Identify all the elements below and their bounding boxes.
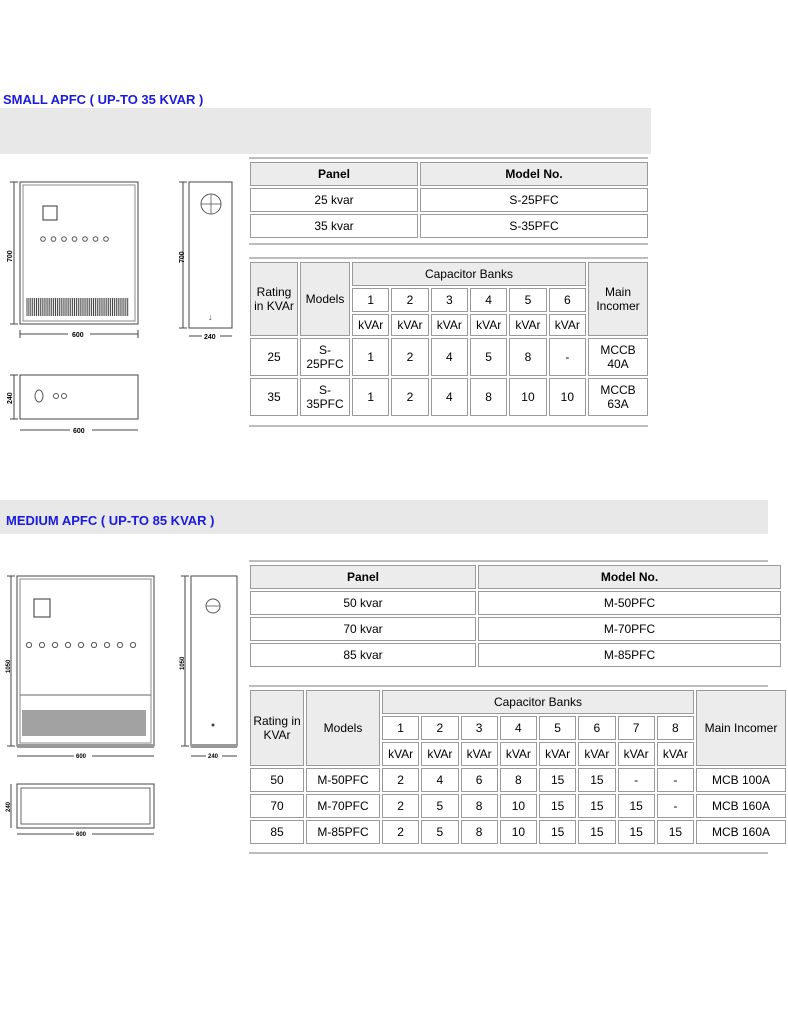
panel-header: Panel xyxy=(250,162,418,186)
bank-value-cell: 4 xyxy=(421,768,458,792)
bank-number-cell: 4 xyxy=(500,716,537,740)
model-cell: M-85PFC xyxy=(478,643,781,667)
table-row xyxy=(250,820,786,844)
table-row xyxy=(250,643,781,667)
table-row xyxy=(250,768,786,792)
small-side-height-label: 700 xyxy=(179,251,186,263)
model-cell: S-35PFC xyxy=(420,214,648,238)
bank-value-cell: - xyxy=(657,768,694,792)
bank-value-cell: - xyxy=(657,794,694,818)
bank-value-cell: 5 xyxy=(421,820,458,844)
small-top-depth-label: 240 xyxy=(7,392,14,404)
bank-value-cell: 2 xyxy=(391,338,428,376)
svg-text:↓: ↓ xyxy=(208,312,213,322)
medium-model-table xyxy=(248,563,783,669)
bank-unit-cell: kVAr xyxy=(509,314,546,336)
bank-value-cell: 10 xyxy=(500,820,537,844)
small-header-band xyxy=(0,108,651,154)
bank-unit-cell: kVAr xyxy=(539,742,576,766)
medium-front-width-label: 600 xyxy=(76,754,87,760)
incomer-cell: MCCB 40A xyxy=(588,338,648,376)
panel-cell: 70 kvar xyxy=(250,617,476,641)
table-row xyxy=(250,591,781,615)
table-row xyxy=(250,214,648,238)
table-row xyxy=(250,617,781,641)
model-cell: M-70PFC xyxy=(306,794,380,818)
bank-unit-cell: kVAr xyxy=(578,742,615,766)
bank-number-cell: 8 xyxy=(657,716,694,740)
panel-cell: 25 kvar xyxy=(250,188,418,212)
bank-number-cell: 3 xyxy=(431,288,468,312)
bank-number-cell: 1 xyxy=(382,716,419,740)
bank-unit-cell: kVAr xyxy=(391,314,428,336)
bank-value-cell: 15 xyxy=(539,820,576,844)
rating-cell: 25 xyxy=(250,338,298,376)
medium-apfc-title: MEDIUM APFC ( UP-TO 85 KVAR ) xyxy=(6,513,215,528)
small-side-width-label: 240 xyxy=(204,334,216,341)
bank-value-cell: 1 xyxy=(352,378,389,416)
small-panel-drawing xyxy=(0,170,250,440)
model-cell: M-85PFC xyxy=(306,820,380,844)
bank-value-cell: 15 xyxy=(578,820,615,844)
rating-header: Rating in KVAr xyxy=(250,690,304,766)
medium-panel-drawing xyxy=(0,568,250,828)
bank-value-cell: 10 xyxy=(509,378,546,416)
small-spec-table xyxy=(248,260,650,418)
medium-side-width-label: 240 xyxy=(208,754,219,760)
bank-number-cell: 6 xyxy=(549,288,586,312)
bank-unit-cell: kVAr xyxy=(461,742,498,766)
model-cell: S-25PFC xyxy=(300,338,350,376)
table-row xyxy=(250,794,786,818)
bank-value-cell: 5 xyxy=(421,794,458,818)
model-cell: M-70PFC xyxy=(478,617,781,641)
model-cell: S-25PFC xyxy=(420,188,648,212)
bank-value-cell: 15 xyxy=(657,820,694,844)
rating-header: Rating in KVAr xyxy=(250,262,298,336)
main-incomer-header: Main Incomer xyxy=(696,690,786,766)
table-row xyxy=(250,188,648,212)
bank-value-cell: 2 xyxy=(382,794,419,818)
models-header: Models xyxy=(300,262,350,336)
model-cell: S-35PFC xyxy=(300,378,350,416)
incomer-cell: MCB 160A xyxy=(696,794,786,818)
medium-spec-table xyxy=(248,688,788,846)
table-row xyxy=(250,338,648,376)
bank-unit-cell: kVAr xyxy=(431,314,468,336)
bank-value-cell: 15 xyxy=(539,768,576,792)
bank-unit-cell: kVAr xyxy=(470,314,507,336)
bank-value-cell: 8 xyxy=(500,768,537,792)
bank-unit-cell: kVAr xyxy=(500,742,537,766)
bank-value-cell: 4 xyxy=(431,378,468,416)
bank-number-cell: 4 xyxy=(470,288,507,312)
panel-cell: 50 kvar xyxy=(250,591,476,615)
bank-number-cell: 5 xyxy=(509,288,546,312)
rating-cell: 85 xyxy=(250,820,304,844)
bank-unit-cell: kVAr xyxy=(549,314,586,336)
bank-value-cell: 1 xyxy=(352,338,389,376)
bank-value-cell: 8 xyxy=(509,338,546,376)
bank-value-cell: 8 xyxy=(461,820,498,844)
bank-number-cell: 1 xyxy=(352,288,389,312)
bank-value-cell: 8 xyxy=(461,794,498,818)
table-row xyxy=(250,378,648,416)
models-header: Models xyxy=(306,690,380,766)
bank-value-cell: 4 xyxy=(431,338,468,376)
small-model-table xyxy=(248,160,650,240)
panel-header: Panel xyxy=(250,565,476,589)
bank-value-cell: 6 xyxy=(461,768,498,792)
rating-cell: 70 xyxy=(250,794,304,818)
capacitor-banks-header: Capacitor Banks xyxy=(382,690,694,714)
bank-value-cell: 2 xyxy=(382,820,419,844)
bank-value-cell: - xyxy=(549,338,586,376)
model-header: Model No. xyxy=(478,565,781,589)
rating-cell: 35 xyxy=(250,378,298,416)
medium-top-depth-label: 240 xyxy=(6,801,12,812)
incomer-cell: MCCB 63A xyxy=(588,378,648,416)
bank-value-cell: 10 xyxy=(500,794,537,818)
bank-number-cell: 2 xyxy=(421,716,458,740)
bank-value-cell: 10 xyxy=(549,378,586,416)
bank-unit-cell: kVAr xyxy=(618,742,655,766)
small-front-height-label: 700 xyxy=(7,250,14,262)
bank-value-cell: 5 xyxy=(470,338,507,376)
incomer-cell: MCB 100A xyxy=(696,768,786,792)
bank-value-cell: 15 xyxy=(539,794,576,818)
bank-unit-cell: kVAr xyxy=(657,742,694,766)
model-header: Model No. xyxy=(420,162,648,186)
bank-unit-cell: kVAr xyxy=(421,742,458,766)
capacitor-banks-header: Capacitor Banks xyxy=(352,262,586,286)
model-cell: M-50PFC xyxy=(306,768,380,792)
incomer-cell: MCB 160A xyxy=(696,820,786,844)
bank-value-cell: 15 xyxy=(618,820,655,844)
medium-top-dimension xyxy=(0,828,160,844)
bank-value-cell: 8 xyxy=(470,378,507,416)
bank-unit-cell: kVAr xyxy=(352,314,389,336)
medium-side-height-label: 1050 xyxy=(180,656,186,670)
medium-top-width-label: 600 xyxy=(76,832,87,838)
small-front-width-label: 600 xyxy=(72,332,84,339)
small-top-width-label: 600 xyxy=(73,428,85,435)
bank-number-cell: 2 xyxy=(391,288,428,312)
panel-cell: 35 kvar xyxy=(250,214,418,238)
bank-unit-cell: kVAr xyxy=(382,742,419,766)
bank-number-cell: 5 xyxy=(539,716,576,740)
bank-value-cell: 15 xyxy=(578,794,615,818)
main-incomer-header: Main Incomer xyxy=(588,262,648,336)
bank-value-cell: 15 xyxy=(618,794,655,818)
bank-number-cell: 6 xyxy=(578,716,615,740)
bank-number-cell: 7 xyxy=(618,716,655,740)
model-cell: M-50PFC xyxy=(478,591,781,615)
bank-value-cell: 2 xyxy=(391,378,428,416)
rating-cell: 50 xyxy=(250,768,304,792)
panel-cell: 85 kvar xyxy=(250,643,476,667)
small-apfc-title: SMALL APFC ( UP-TO 35 KVAR ) xyxy=(3,92,204,107)
bank-value-cell: - xyxy=(618,768,655,792)
medium-front-height-label: 1050 xyxy=(6,659,12,673)
bank-value-cell: 15 xyxy=(578,768,615,792)
bank-number-cell: 3 xyxy=(461,716,498,740)
bank-value-cell: 2 xyxy=(382,768,419,792)
